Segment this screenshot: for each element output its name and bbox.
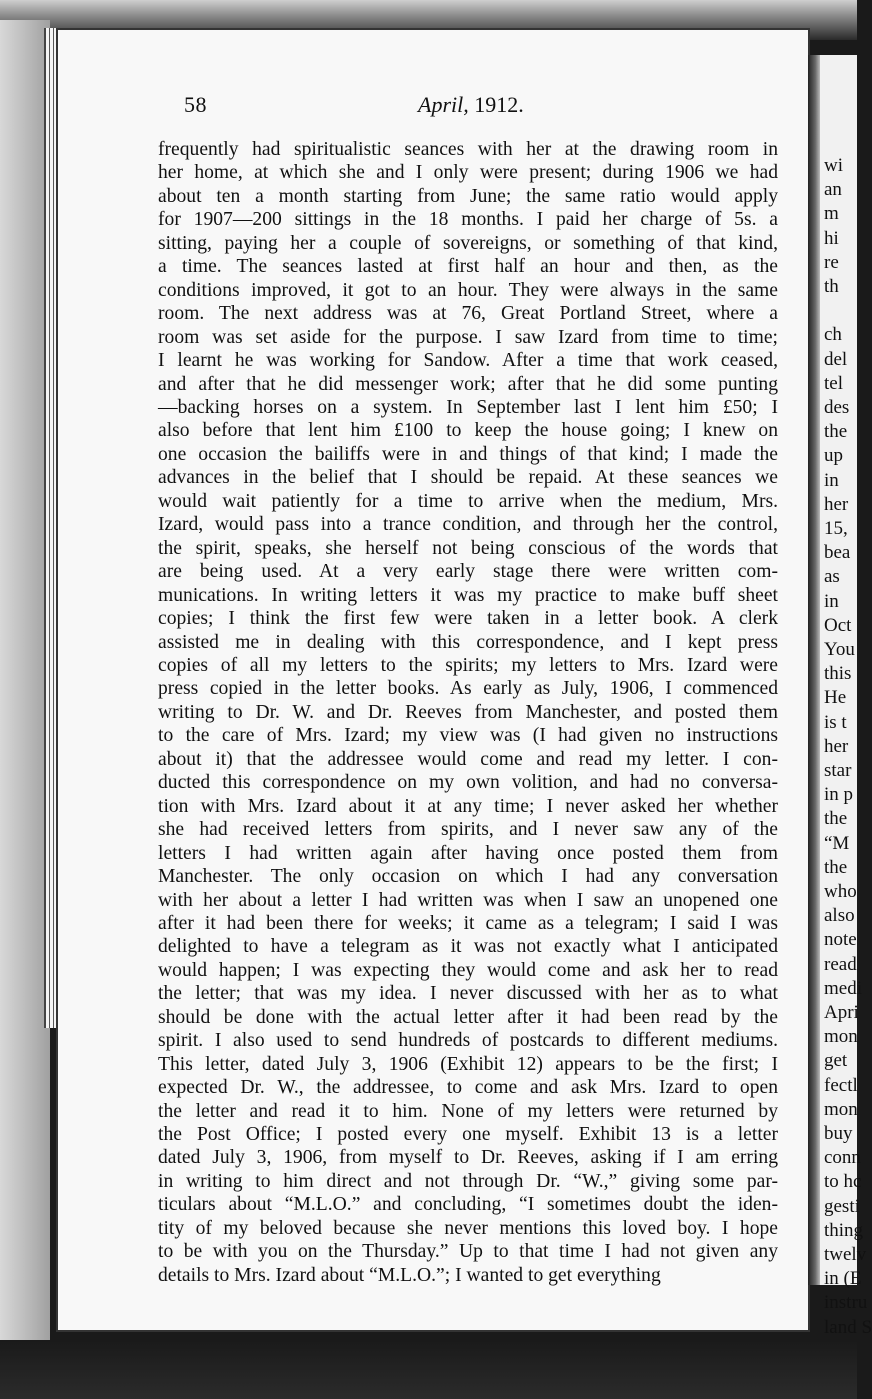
body-line: dated July 3, 1906, from myself to Dr. Reeves, asking if I am erring bbox=[158, 1147, 778, 1169]
facing-page-fragment: wi bbox=[824, 155, 843, 176]
body-line: room. The next address was at 76, Great Portland Street, where a bbox=[158, 303, 778, 325]
facing-page-fragment: re bbox=[824, 251, 839, 273]
facing-page-fragment: des bbox=[824, 397, 850, 418]
facing-page-fragment: bea bbox=[824, 542, 851, 564]
facing-page-fragment: Apri bbox=[824, 1002, 859, 1023]
body-line: copies of all my letters to the spirits; my letters to Mrs. Izard were bbox=[158, 654, 778, 676]
facing-page-fragment: her bbox=[824, 735, 849, 757]
body-line: expected Dr. W., the addressee, to come and ask Mrs. Izard to open bbox=[158, 1077, 778, 1099]
body-line: also before that lent him £100 to keep the house going; I knew on bbox=[158, 420, 778, 442]
body-line: the letter; that was my idea. I never discussed with her as to what bbox=[158, 983, 778, 1005]
facing-page-fragment: mon bbox=[824, 1098, 858, 1120]
facing-page-fragment: del bbox=[824, 348, 848, 370]
body-line: and after that he did messenger work; after that he did some punting bbox=[158, 373, 778, 395]
facing-page-fragment: an bbox=[824, 179, 842, 201]
body-line: room was set aside for the purpose. I saw Izard from time to time; bbox=[158, 326, 778, 348]
body-line: Manchester. The only occasion on which I had any conversation bbox=[158, 866, 778, 888]
facing-page-fragment: ch bbox=[824, 324, 842, 346]
facing-page-fragment: the bbox=[824, 421, 848, 443]
body-line: press copied in the letter books. As early as July, 1906, I commenced bbox=[158, 678, 778, 700]
body-line: to the care of Mrs. Izard; my view was (I had given no instructions bbox=[158, 725, 778, 747]
facing-page-fragment: star bbox=[824, 760, 852, 781]
facing-page-fragment: medi bbox=[824, 977, 862, 999]
facing-page-fragment: her bbox=[824, 493, 849, 515]
body-line: letters I had written again after having once posted them from bbox=[158, 842, 778, 864]
body-line: sitting, paying her a couple of sovereigns, or something of that kind, bbox=[158, 232, 778, 254]
body-line: the Post Office; I posted every one myself. Exhibit 13 is a letter bbox=[158, 1124, 778, 1146]
body-line: delighted to have a telegram as it was not exactly what I anticipated bbox=[158, 936, 778, 958]
body-line: one occasion the bailiffs were in and things of that kind; I made the bbox=[158, 443, 778, 465]
facing-page-fragment: is t bbox=[824, 711, 847, 733]
body-line: to be with you on the Thursday.” Up to that time I had not given any bbox=[158, 1241, 778, 1263]
facing-page-fragment: buy bbox=[824, 1123, 853, 1144]
body-line: This letter, dated July 3, 1906 (Exhibit 12) appears to be the first; I bbox=[158, 1053, 778, 1075]
facing-page-fragment: in (E bbox=[824, 1268, 862, 1290]
facing-page-fragment: thing bbox=[824, 1219, 864, 1241]
facing-page-fragment: read bbox=[824, 953, 857, 975]
body-line: conditions improved, it got to an hour. They were always in the same bbox=[158, 279, 778, 301]
body-line: for 1907—200 sittings in the 18 months. I paid her charge of 5s. a bbox=[158, 209, 778, 231]
facing-page-fragment: gesti bbox=[824, 1195, 860, 1217]
body-line: —backing horses on a system. In September last I lent him £50; I bbox=[158, 396, 778, 418]
body-line: advances in the belief that I should be repaid. At these seances we bbox=[158, 467, 778, 489]
facing-page-fragment: th bbox=[824, 276, 839, 297]
facing-page-fragment: mon bbox=[824, 1026, 858, 1048]
book-page bbox=[58, 30, 808, 1330]
body-line: ticulars about “M.L.O.” and concluding, “I sometimes doubt the iden- bbox=[158, 1194, 778, 1216]
facing-page-fragment: in bbox=[824, 590, 839, 612]
facing-page-edge bbox=[808, 55, 872, 1338]
facing-page-fragment: as bbox=[824, 566, 840, 588]
facing-page-fragment: instru bbox=[824, 1292, 868, 1314]
body-line: after it had been there for weeks; it came as a telegram; I said I was bbox=[158, 912, 778, 934]
facing-page-fragment: the bbox=[824, 856, 848, 878]
facing-page-fragment: to hc bbox=[824, 1171, 862, 1193]
facing-page-fragment: m bbox=[824, 203, 839, 225]
body-text bbox=[158, 138, 778, 1287]
facing-page-fragment: get bbox=[824, 1050, 848, 1072]
body-line: Izard, would pass into a trance condition, and through her the control, bbox=[158, 514, 778, 536]
body-line: writing to Dr. W. and Dr. Reeves from Manchester, and posted them bbox=[158, 701, 778, 723]
facing-page-fragment: fectl bbox=[824, 1074, 858, 1096]
body-line: about ten a month starting from June; the same ratio would apply bbox=[158, 185, 778, 207]
facing-page-fragment: note bbox=[824, 929, 857, 951]
body-line: details to Mrs. Izard about “M.L.O.”; I wanted to get everything bbox=[158, 1264, 661, 1286]
body-line: with her about a letter I had written was when I saw an unopened one bbox=[158, 889, 778, 911]
running-head bbox=[418, 92, 524, 118]
facing-page-fragment: this bbox=[824, 663, 852, 685]
body-line: are being used. At a very early stage there were written com- bbox=[158, 561, 778, 583]
body-line: in writing to him direct and not through Dr. “W.,” giving some par- bbox=[158, 1170, 778, 1192]
facing-page-fragment: He bbox=[824, 687, 847, 709]
facing-page-fragment: “M bbox=[824, 832, 850, 854]
facing-page-gutter bbox=[808, 55, 820, 1285]
facing-page-fragment: You bbox=[824, 639, 855, 660]
running-head-year: 1912. bbox=[474, 92, 524, 117]
page-number: 58 bbox=[184, 92, 207, 117]
facing-page-fragment: tel bbox=[824, 372, 843, 394]
facing-page-fragment: up bbox=[824, 445, 843, 467]
facing-page-fragment: twelv bbox=[824, 1244, 867, 1265]
body-line: would wait patiently for a time to arrive when the medium, Mrs. bbox=[158, 490, 778, 512]
body-line: frequently had spiritualistic seances with her at the drawing room in bbox=[158, 139, 778, 160]
body-line: she had received letters from spirits, and I never saw any of the bbox=[158, 819, 778, 841]
body-line: would happen; I was expecting they would come and ask her to read bbox=[158, 959, 778, 981]
facing-page-fragment: also bbox=[824, 905, 855, 927]
body-line: copies; I think the first few were taken in a letter book. A clerk bbox=[158, 608, 778, 630]
facing-page-fragment: Oct bbox=[824, 614, 852, 636]
facing-page-fragment: 15, bbox=[824, 518, 848, 539]
running-head-month: April, bbox=[418, 92, 469, 117]
body-line: should be done with the actual letter after it had been read by the bbox=[158, 1006, 778, 1028]
facing-page-fragment: in bbox=[824, 469, 839, 491]
body-line: about it) that the addressee would come and read my letter. I con- bbox=[158, 748, 778, 770]
body-line: tion with Mrs. Izard about it at any time; I never asked her whether bbox=[158, 795, 778, 817]
body-line: ducted this correspondence on my own volition, and had no conversa- bbox=[158, 772, 778, 794]
facing-page-fragment: hi bbox=[824, 227, 839, 249]
facing-page-fragment: the bbox=[824, 808, 848, 830]
facing-page-fragment: conn bbox=[824, 1147, 861, 1169]
scan-bottom-edge bbox=[0, 1340, 857, 1399]
body-line: the spirit, speaks, she herself not being conscious of the words that bbox=[158, 537, 778, 559]
facing-page-fragment: land S bbox=[824, 1316, 872, 1338]
body-line: I learnt he was working for Sandow. After a time that work ceased, bbox=[158, 350, 778, 372]
body-line: a time. The seances lasted at first half an hour and then, as the bbox=[158, 256, 778, 278]
body-line: assisted me in dealing with this correspondence, and I kept press bbox=[158, 631, 778, 653]
body-line: her home, at which she and I only were present; during 1906 we had bbox=[158, 162, 778, 184]
book-left-edge bbox=[0, 20, 50, 1350]
body-line: munications. In writing letters it was my practice to make buff sheet bbox=[158, 584, 778, 606]
body-line: the letter and read it to him. None of my letters were returned by bbox=[158, 1100, 778, 1122]
body-line: tity of my beloved because she never mentions this loved boy. I hope bbox=[158, 1217, 778, 1239]
facing-page-fragment: in p bbox=[824, 784, 854, 806]
body-line: spirit. I also used to send hundreds of postcards to different mediums. bbox=[158, 1030, 778, 1052]
facing-page-fragment: who bbox=[824, 881, 857, 902]
